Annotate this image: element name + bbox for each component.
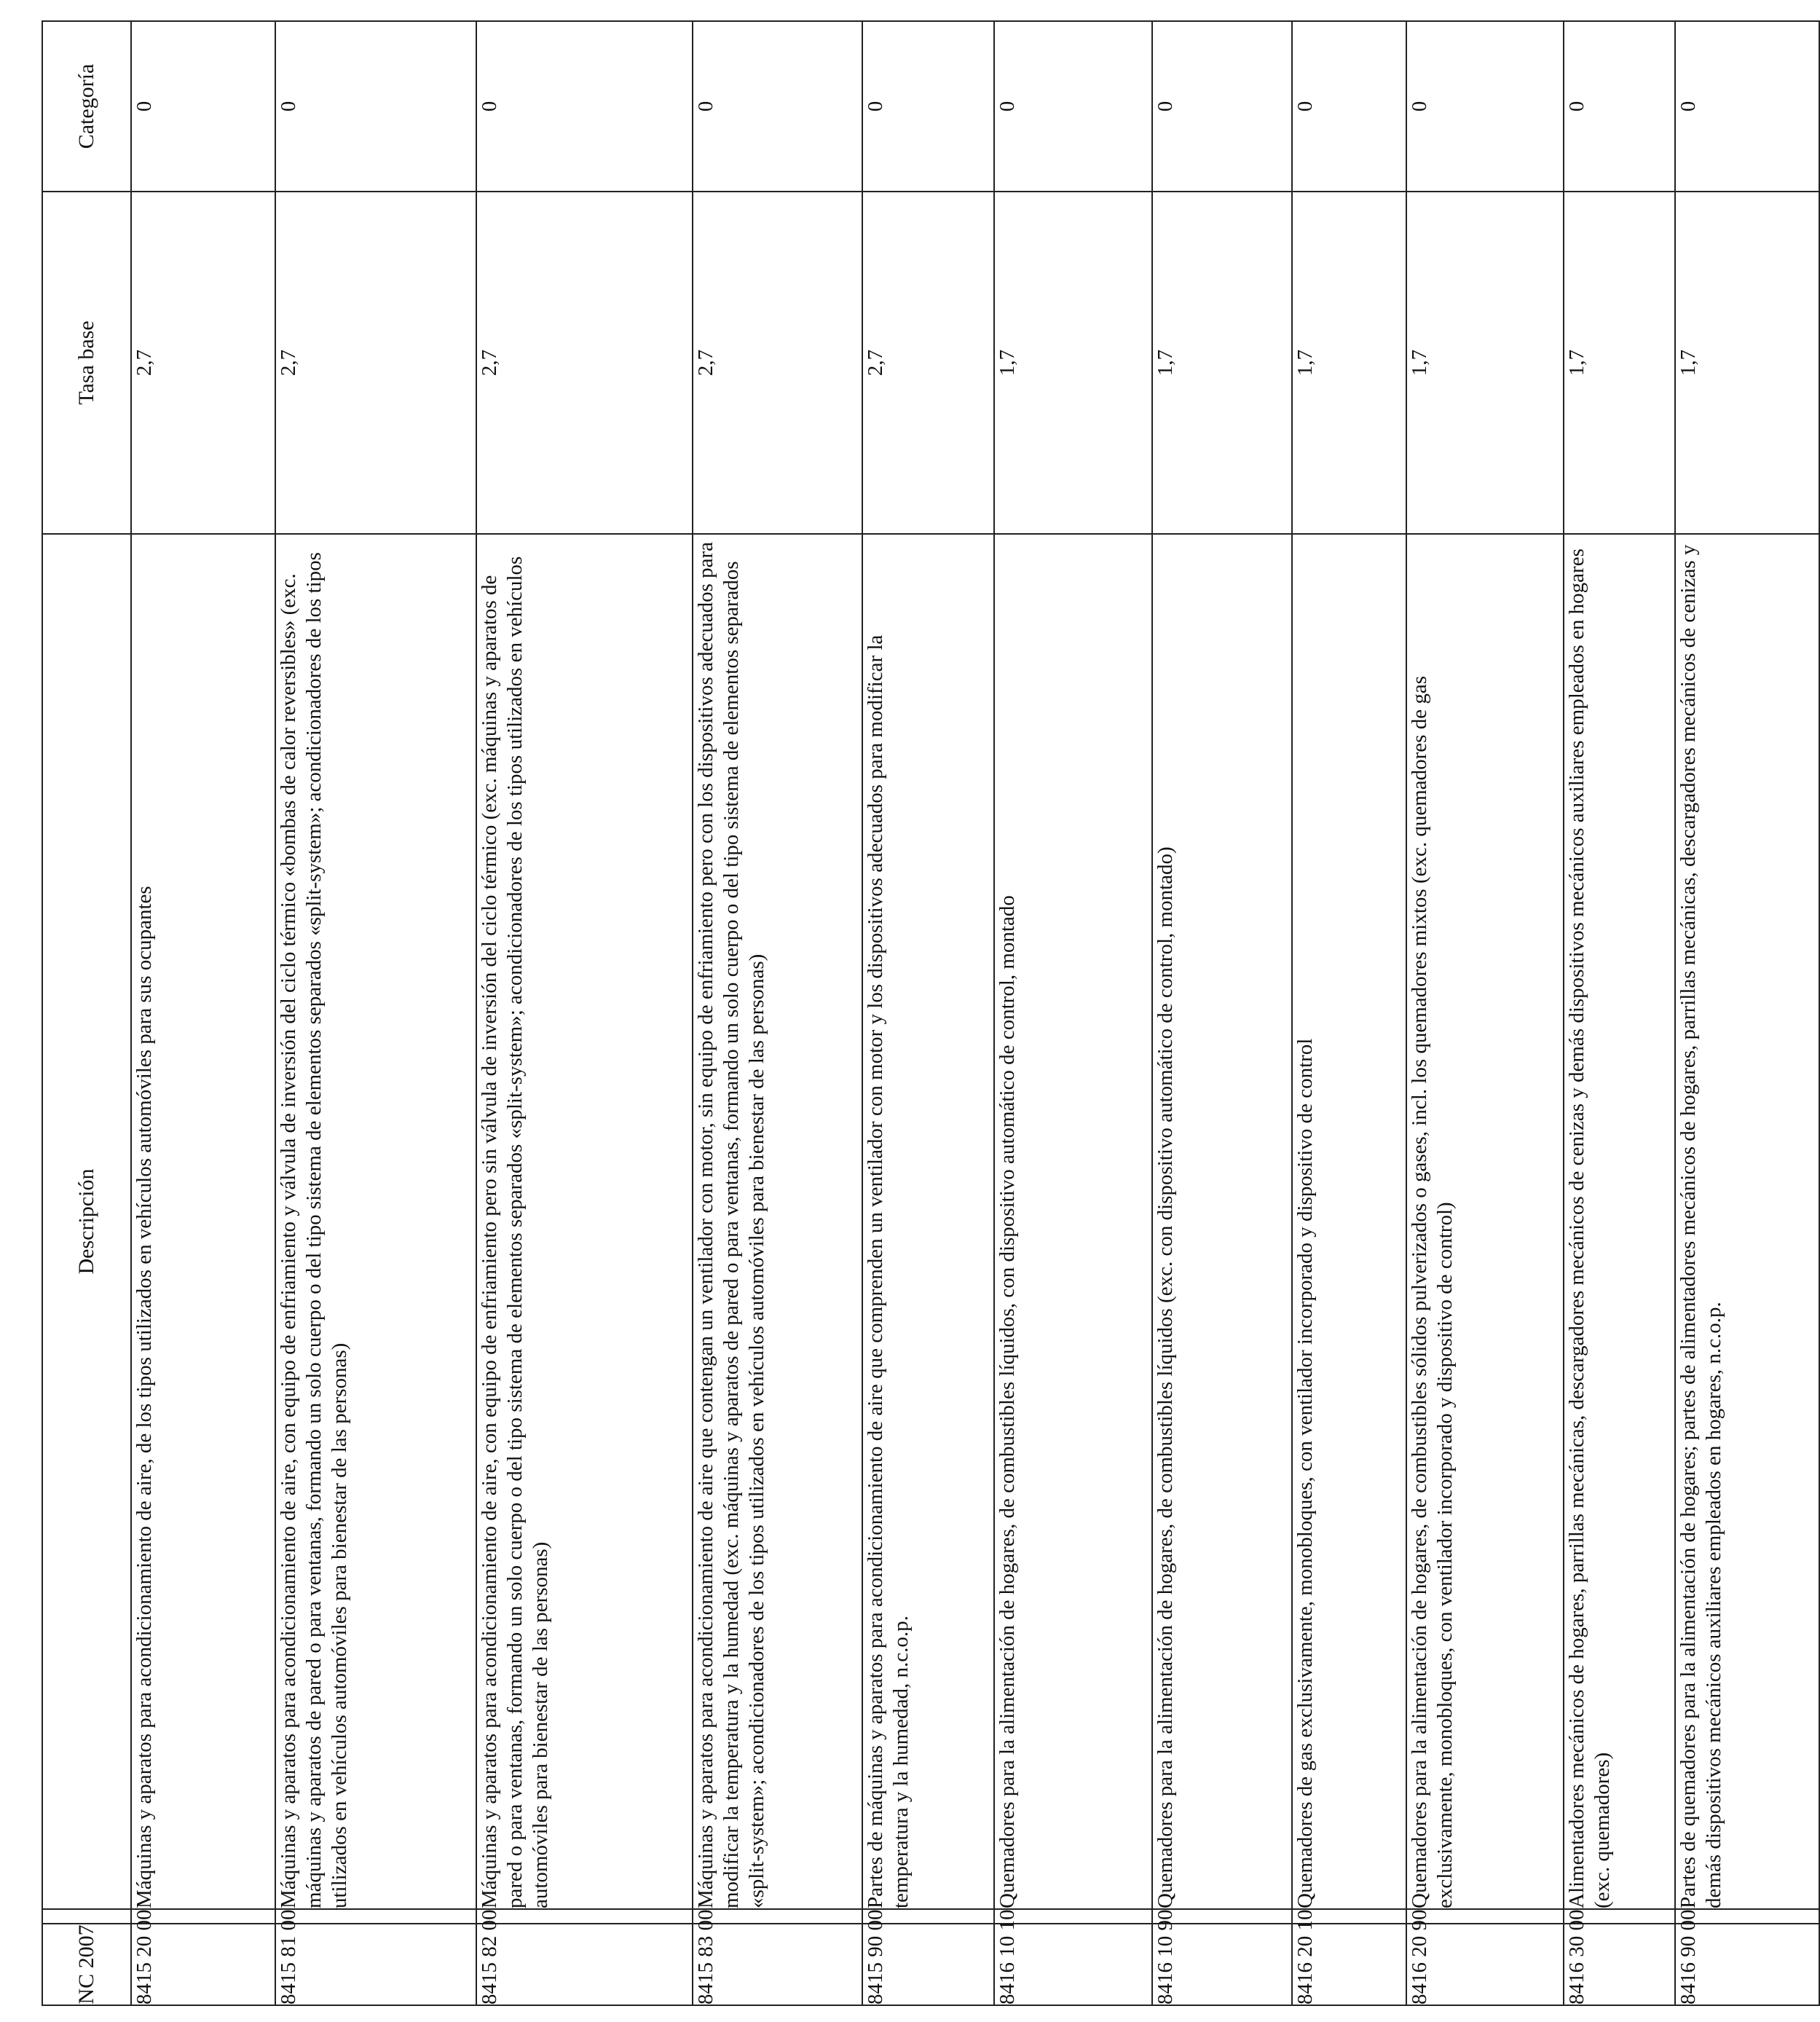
- category-cell: 0: [1564, 21, 1675, 192]
- category-cell: 0: [131, 21, 275, 192]
- header-spacer: [42, 1909, 131, 1924]
- category-cell: 0: [1675, 21, 1819, 192]
- table-body: [131, 21, 1819, 2005]
- code-cell: 8415 20 00: [131, 1924, 275, 2005]
- table-row: [1292, 21, 1406, 2005]
- header-base-rate: Tasa base: [42, 192, 131, 534]
- description-cell: Partes de quemadores para la alimentación de hogares; partes de alimentadores mecánicos de hogares, parrillas mecánicas, descargadores mecánicos de cenizas y demás dispositivos mecánicos auxiliares empleados en hogares, n.c.o.p.: [1675, 534, 1819, 1909]
- spacer-cell: [476, 1909, 693, 1924]
- description-cell: Quemadores para la alimentación de hogares, de combustibles sólidos pulverizados o gases, incl. los quemadores mixtos (exc. quemadores de gas exclusivamente, monobloques, con ventilador incorporado y dispositivo de control): [1406, 534, 1564, 1909]
- table-row: [476, 21, 693, 2005]
- description-cell: Quemadores para la alimentación de hogares, de combustibles líquidos, con dispositivo automático de control, montado: [994, 534, 1152, 1909]
- base-rate-cell: 1,7: [994, 192, 1152, 534]
- description-cell: Máquinas y aparatos para acondicionamiento de aire que contengan un ventilador con motor, sin equipo de enfriamiento pero con los dispositivos adecuados para modificar la temperatura y la humedad (exc. máquinas y aparatos de pared o para ventanas, formando un solo cuerpo o del tipo sistema de elementos separados «split-system»; acondicionadores de los tipos utilizados en vehículos automóviles para bienestar de las personas): [693, 534, 862, 1909]
- description-cell: Quemadores para la alimentación de hogares, de combustibles líquidos (exc. con dispositivo automático de control, montado): [1152, 534, 1292, 1909]
- header-category: Categoría: [42, 21, 131, 192]
- table-row: [131, 21, 275, 2005]
- code-cell: 8416 20 10: [1292, 1924, 1406, 2005]
- description-cell: Quemadores de gas exclusivamente, monobloques, con ventilador incorporado y dispositivo de control: [1292, 534, 1406, 1909]
- tariff-table: [42, 20, 1820, 2006]
- category-cell: 0: [275, 21, 476, 192]
- code-cell: 8415 81 00: [275, 1924, 476, 2005]
- table-row: [693, 21, 862, 2005]
- category-cell: 0: [693, 21, 862, 192]
- base-rate-cell: 2,7: [131, 192, 275, 534]
- base-rate-cell: 2,7: [862, 192, 994, 534]
- header-description: Descripción: [42, 534, 131, 1909]
- code-cell: 8416 30 00: [1564, 1924, 1675, 2005]
- code-cell: 8415 82 00: [476, 1924, 693, 2005]
- base-rate-cell: 2,7: [275, 192, 476, 534]
- description-cell: Partes de máquinas y aparatos para acondicionamiento de aire que comprenden un ventilador con motor y los dispositivos adecuados para modificar la temperatura y la humedad, n.c.o.p.: [862, 534, 994, 1909]
- table-row: [1406, 21, 1564, 2005]
- description-cell: Máquinas y aparatos para acondicionamiento de aire, con equipo de enfriamiento y válvula de inversión del ciclo térmico «bombas de calor reversibles» (exc. máquinas y aparatos de pared o para ventanas, formando un solo cuerpo o del tipo sistema de elementos separados «split-system»; acondicionadores de los tipos utilizados en vehículos automóviles para bienestar de las personas): [275, 534, 476, 1909]
- category-cell: 0: [1292, 21, 1406, 192]
- base-rate-cell: 2,7: [693, 192, 862, 534]
- table-row: [994, 21, 1152, 2005]
- code-cell: 8416 10 10: [994, 1924, 1152, 2005]
- header-code: NC 2007: [42, 1924, 131, 2005]
- table-row: [1675, 21, 1819, 2005]
- table-row: [275, 21, 476, 2005]
- description-cell: Alimentadores mecánicos de hogares, parrillas mecánicas, descargadores mecánicos de cenizas y demás dispositivos mecánicos auxiliares empleados en hogares (exc. quemadores): [1564, 534, 1675, 1909]
- table-row: [1152, 21, 1292, 2005]
- table-row: [862, 21, 994, 2005]
- base-rate-cell: 1,7: [1406, 192, 1564, 534]
- category-cell: 0: [862, 21, 994, 192]
- description-cell: Máquinas y aparatos para acondicionamiento de aire, con equipo de enfriamiento pero sin válvula de inversión del ciclo térmico (exc. máquinas y aparatos de pared o para ventanas, formando un solo cuerpo o del tipo sistema de elementos separados «split-system»; acondicionadores de los tipos utilizados en vehículos automóviles para bienestar de las personas): [476, 534, 693, 1909]
- header-row: [42, 21, 131, 2005]
- spacer-cell: [693, 1909, 862, 1924]
- base-rate-cell: 1,7: [1292, 192, 1406, 534]
- code-cell: 8416 20 90: [1406, 1924, 1564, 2005]
- code-cell: 8416 90 00: [1675, 1924, 1819, 2005]
- code-cell: 8415 83 00: [693, 1924, 862, 2005]
- spacer-cell: [275, 1909, 476, 1924]
- base-rate-cell: 1,7: [1152, 192, 1292, 534]
- base-rate-cell: 2,7: [476, 192, 693, 534]
- category-cell: 0: [1152, 21, 1292, 192]
- category-cell: 0: [994, 21, 1152, 192]
- code-cell: 8415 90 00: [862, 1924, 994, 2005]
- code-cell: 8416 10 90: [1152, 1924, 1292, 2005]
- category-cell: 0: [1406, 21, 1564, 192]
- description-cell: Máquinas y aparatos para acondicionamiento de aire, de los tipos utilizados en vehículos automóviles para sus ocupantes: [131, 534, 275, 1909]
- category-cell: 0: [476, 21, 693, 192]
- table-row: [1564, 21, 1675, 2005]
- base-rate-cell: 1,7: [1564, 192, 1675, 534]
- base-rate-cell: 1,7: [1675, 192, 1819, 534]
